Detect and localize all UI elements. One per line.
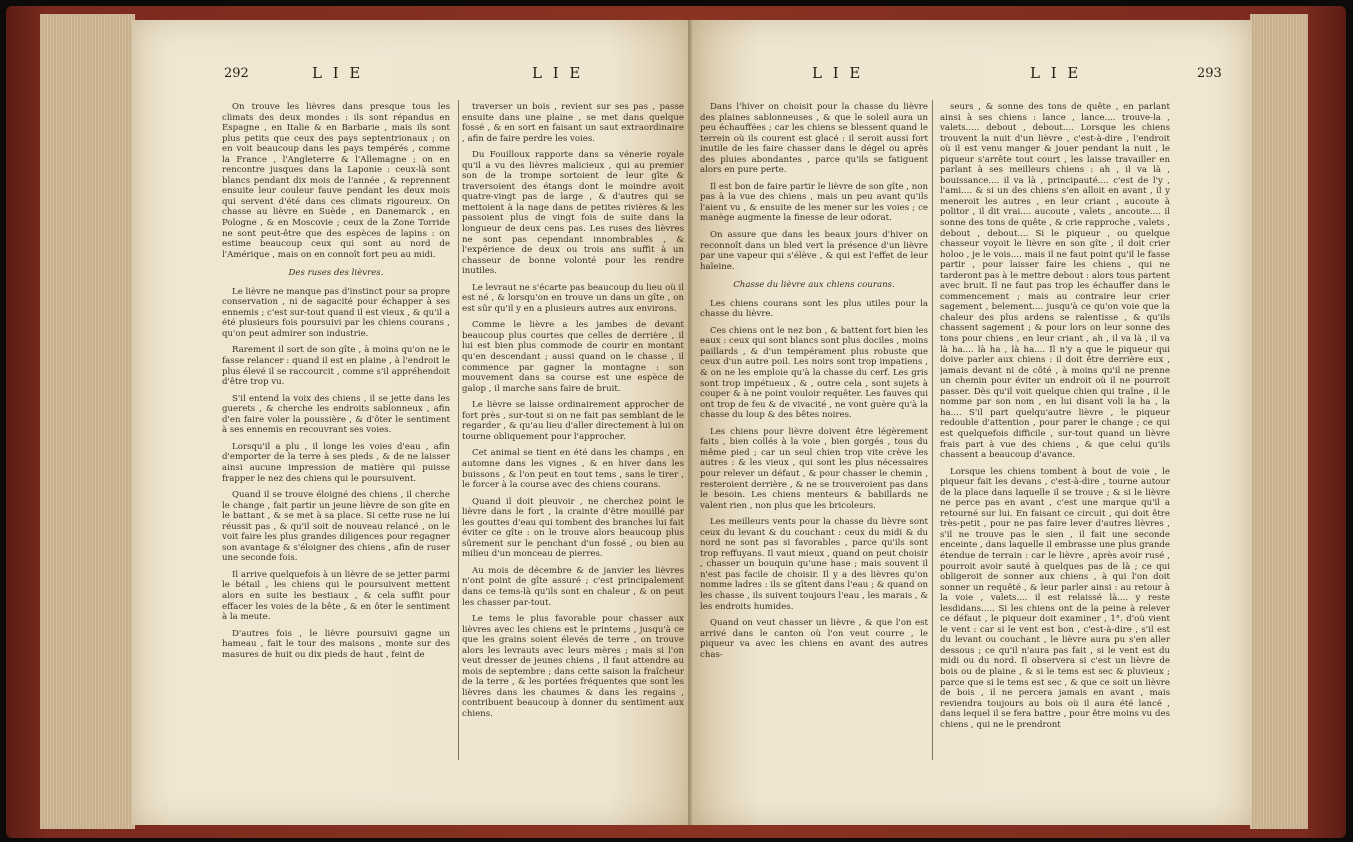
paragraph: Dans l'hiver on choisit pour la chasse du lièvre des plaines sablonneuses , & que le soleil aura un peu échauffées ; car les chiens se blessent quand le terrein où ils courent est glacé : il seroit aussi fort inutile de les faire chasser dans le dégel ou après des pluies abondantes , parce qu'ils se fatiguent alors en pure perte. (700, 102, 928, 176)
column-rule (458, 100, 459, 760)
left-running-head: L I E (312, 64, 364, 82)
right-column-2 (940, 102, 1170, 802)
paragraph: Au mois de décembre & de janvier les lièvres n'ont point de gîte assuré ; c'est principalement dans ce tems-là qu'ils sont en chaleur , & on peut les chasser par-tout. (462, 565, 684, 608)
paragraph: Le levraut ne s'écarte pas beaucoup du lieu où il est né , & lorsqu'on en trouve un dans un gîte , on est sûr qu'il y en a plusieurs autres aux environs. (462, 282, 684, 314)
paragraph: Il arrive quelquefois à un lièvre de se jetter parmi le bétail , les chiens qui le poursuivent mettent alors en suite les bestiaux , & cela suffit pour effacer les voies de la bête , & en ôter le sentiment à la meute. (222, 569, 450, 623)
paragraph: Comme le lièvre a les jambes de devant beaucoup plus courtes que celles de derrière , il lui est bien plus commode de courir en montant qu'en descendant ; aussi quand on le chasse , il commence par gagner la montagne : son mouvement dans sa course est une espèce de galop , il marche sans faire de bruit. (462, 320, 684, 394)
right-column-1 (700, 102, 928, 802)
paragraph: S'il entend la voix des chiens , il se jette dans les guerets , & cherche les endroits sablonneux , afin d'en faire voler la poussière , & d'ôter le sentiment à ses ennemis en recouvrant ses voies. (222, 393, 450, 436)
paragraph: Rarement il sort de son gîte , à moins qu'on ne le fasse relancer : quand il est en plaine , à l'endroit le plus élevé il se raccourcit , comme s'il appréhendoit d'être trop vu. (222, 345, 450, 388)
paragraph: On trouve les lièvres dans presque tous les climats des deux mondes : ils sont répandus en Espagne , en Italie & en Barbarie , mais ils sont plus petits que ceux des pays septentrionaux ; on en voit beaucoup dans les pays tempérés , comme la France , l'Angleterre & l'Allemagne ; on en rencontre jusques dans la Laponie : ceux-là sont blancs pendant dix mois de l'année , & reprennent ensuite leur couleur fauve pendant les deux mois qui servent d'été dans ces climats rigoureux. On chasse au lièvre en Suède , en Danemarck , en Pologne , & en Moscovie ; ceux de la Zone Torride ne sont peut-être que des espèces de lapins : on estime beaucoup ceux qui sont au nord de l'Amérique , mais on en connoît fort peu au midi. (222, 102, 450, 260)
right-running-head: L I E (812, 64, 864, 82)
paragraph: traverser un bois , revient sur ses pas , passe ensuite dans une plaine , se met dans quelque fossé , & en sort en faisant un saut extraordinaire , afin de faire perdre les voies. (462, 102, 684, 144)
paragraph: seurs , & sonne des tons de quête , en parlant ainsi à ses chiens : lance , lance.... trouve-la , valets..... debout , debout.... Lorsque les chiens trouvent la nuit d'un lièvre , c'est-à-dire , l'endroit où il est venu manger & jouer pendant la nuit , le piqueur s'arrête tout court , les laisse travailler en parlant à ses meilleurs chiens : ah , il va là , bouissance.... il va là , principauté.... c'est de l'y , l'ami.... & si un des chiens s'en alloit en avant , il y meneroit les autres , en leur criant , aucoute à politor , il dit vrai.... aucoute , valets , ancoute.... il sonne des tons de quête , & crie rapproche , valets , debout , debout.... Si le piqueur , ou quelque chasseur voyoit le lièvre en son gîte , il doit crier holoo , je le vois.... mais il ne faut point qu'il le fasse partir , pour laisser faire les chiens , qui ne tarderont pas à le mettre debout : alors tous partent avec bruit. Il ne faut pas trop les échauffer dans le commencement ; mais au contraire leur crier sagement , belement.... jusqu'à ce qu'on voie que la chaleur des plus ardens se ralentisse , & qu'ils chassent sagement ; & pour lors on leur sonne des tons pour chiens , en leur criant , ah , il va là , il va là ha.... là ha , là ha.... Il n'y a que le piqueur qui doive parler aux chiens : il doit être derrière eux , jamais devant ni de côté , à moins qu'il ne prenne un chemin pour éviter un endroit où il ne pourroit passer. Dès qu'il voit quelque chien qui traîne , il le nomme par son nom , en lui disant voli la ha , la ha.... S'il part quelqu'autre lièvre , le piqueur redouble d'attention , pour parer le change ; ce qui est quelquefois difficile , sur-tout quand un lièvre frais part à vue des chiens , & que celui qu'ils chassent a beaucoup d'avance. (940, 102, 1170, 461)
paragraph: Quand il se trouve éloigné des chiens , il cherche le change , fait partir un jeune lièvre de son gîte en le battant , & se met à sa place. Si cette ruse ne lui réussit pas , & qu'il soit de nouveau relancé , on le voit faire les plus grandes diligences pour regagner son avantage & s'éloigner des chiens , afin de ruser une seconde fois. (222, 490, 450, 564)
paragraph: Du Fouilloux rapporte dans sa vénerie royale qu'il a vu des lièvres malicieux , qui au premier son de la trompe sortoient de leur gîte & traversoient des étangs dont le moindre avoit quatre-vingt pas de large , & d'autres qui se mettoient à la nage dans de petites rivières & les passoient plus de vingt fois de suite dans la longueur de deux cens pas. Les ruses des lièvres ne sont pas cependant innombrables , & l'expérience de deux ou trois ans suffit à un chasseur de bonne volonté pour les rendre inutiles. (462, 150, 684, 277)
right-page-number: 293 (1197, 66, 1222, 81)
paragraph: Le lièvre ne manque pas d'instinct pour sa propre conservation , ni de sagacité pour échapper à ses ennemis ; c'est sur-tout quand il est vieux , & qu'il a été plusieurs fois poursuivi par les chiens courans , qu'on peut admirer son industrie. (222, 286, 450, 339)
paragraph: Les chiens pour lièvre doivent être légèrement faits , bien collés à la voie , bien gorgés , tous du même pied ; car un seul chien trop vite crève les autres : & les vieux , qui sont les plus nécessaires pour relever un défaut , & pour chasser le chemin , resteroient derrière , & ne se trouveroient pas dans le besoin. Les chiens menteurs & babillards ne valent rien , non plus que les bricoleurs. (700, 426, 928, 511)
left-running-head-2: L I E (532, 64, 584, 82)
paragraph: Ces chiens ont le nez bon , & battent fort bien les eaux : ceux qui sont blancs sont plus dociles , moins paillards , & d'un tempérament plus robuste que ceux d'un autre poil. Les noirs sont trop impatiens , & on ne les emploie qu'à la chasse du cerf. Les gris sont trop impétueux , & , outre cela , sont sujets à couper & à ne point vouloir requêter. Les fauves qui ont trop de feu & de vivacité , ne vont guère qu'à la chasse du loup & des bêtes noires. (700, 325, 928, 421)
paragraph: Le tems le plus favorable pour chasser aux lièvres avec les chiens est le printems , jusqu'à ce que les grains soient élevés de terre , on trouve alors les levrauts avec leurs mères ; mais si l'on veut dresser de jeunes chiens , il faut attendre au mois de septembre ; dans cette saison la fraîcheur de la terre , & les portées fréquentes que sont les lièvres dans les chaumes & dans les regains , contribuent beaucoup à donner du sentiment aux chiens. (462, 614, 684, 719)
column-rule (932, 100, 933, 760)
left-page-number: 292 (224, 66, 249, 81)
paragraph: Les chiens courans sont les plus utiles pour la chasse du lièvre. (700, 298, 928, 320)
right-page-edges (1250, 14, 1308, 829)
paragraph: Les meilleurs vents pour la chasse du lièvre sont ceux du levant & du couchant : ceux du midi & du nord ne sont pas si favorables , parce qu'ils sont trop reffuyans. Il vaut mieux , quand on peut choisir , chasser un bouquin qu'une hase ; mais souvent il n'est pas facile de choisir. Il y a des lièvres qu'on nomme ladres : ils se gîtent dans l'eau ; & quand on les chasse , ils suivent toujours l'eau , les marais , & les endroits humides. (700, 517, 928, 612)
section-heading: Des ruses des lièvres. (288, 268, 384, 279)
left-column-1 (222, 102, 450, 802)
paragraph: Lorsque les chiens tombent à bout de voie , le piqueur fait les devans , c'est-à-dire , tourne autour de la place dans laquelle il se trouve ; & si le lièvre ne perce pas en avant , c'est une marque qu'il a retourné sur lui. En faisant ce circuit , qui doit être très-petit , pour ne pas faire lever d'autres lièvres , s'il ne trouve pas le sien , il fait une seconde enceinte , dans laquelle il embrasse une plus grande étendue de terrain : car le lièvre , après avoir rusé , pourroit avoir sauté à quelques pas de là ; ce qui obligeroit de sonner aux chiens , à qui l'on doit sonner un requêté , & leur parler ainsi : au retour à la voie , valets.... il est relaissé là.... y reste lesdidans..... Si les chiens ont de la peine à relever ce défaut , le piqueur doit examiner , 1°. d'où vient le vent : car si le vent est bon , c'est-à-dire , s'il est du levant ou couchant , le lièvre aura pu s'en aller dessous ; ce qu'il n'aura pas fait , si le vent est du midi ou du nord. Il observera si c'est un lièvre de bois ou de plaine , & si le tems est sec & pluvieux ; parce que si le tems est sec , & que ce soit un lièvre de bois , il ne percera jamais en avant , mais reviendra toujours au bois où il aura été lancé , dans lequel il se fera battre , pour être moins vu des chiens , qui ne le prendront (940, 466, 1170, 730)
right-running-head-2: L I E (1030, 64, 1082, 82)
paragraph: Cet animal se tient en été dans les champs , en automne dans les vignes , & en hiver dans les buissons , & l'on peut en tout tems , sans le tirer , le forcer à la course avec des chiens courans. (462, 448, 684, 491)
paragraph: Le lièvre se laisse ordinairement approcher de fort près , sur-tout si on ne fait pas semblant de le regarder , & qu'au lieu d'aller directement à lui on tourne obliquement pour l'approcher. (462, 400, 684, 442)
paragraph: Quand on veut chasser un lièvre , & que l'on est arrivé dans le canton où l'on veut courre , le piqueur va avec les chiens en avant des autres chas- (700, 618, 928, 660)
left-page (132, 20, 692, 825)
section-heading: Chasse du lièvre aux chiens courans. (733, 280, 895, 291)
paragraph: Il est bon de faire partir le lièvre de son gîte , non pas à la vue des chiens , mais un peu avant qu'ils l'aient vu , & ensuite de les mener sur les voies ; ce manège augmente la finesse de leur odorat. (700, 181, 928, 224)
right-page (692, 20, 1252, 825)
paragraph: On assure que dans les beaux jours d'hiver on reconnoît dans un bled vert la présence d'un lièvre par une vapeur qui s'élève , & qui est l'effet de leur haleine. (700, 230, 928, 272)
left-column-2 (462, 102, 684, 802)
left-page-edges (40, 14, 135, 829)
paragraph: Quand il doit pleuvoir , ne cherchez point le lièvre dans le fort , la crainte d'être mouillé par les gouttes d'eau qui tombent des branches lui fait éviter ce gîte : on le trouve alors beaucoup plus sûrement sur le penchant d'un fossé , ou bien au milieu d'un monceau de pierres. (462, 496, 684, 560)
paragraph: Lorsqu'il a plu , il longe les voies d'eau , afin d'emporter de la terre à ses pieds , & de ne laisser ainsi aucune impression de matière qui puisse frapper le nez des chiens qui le poursuivent. (222, 441, 450, 484)
paragraph: D'autres fois , le lièvre poursuivi gagne un hameau , fait le tour des maisons , monte sur des masures de huit ou dix pieds de haut , feint de (222, 628, 450, 660)
